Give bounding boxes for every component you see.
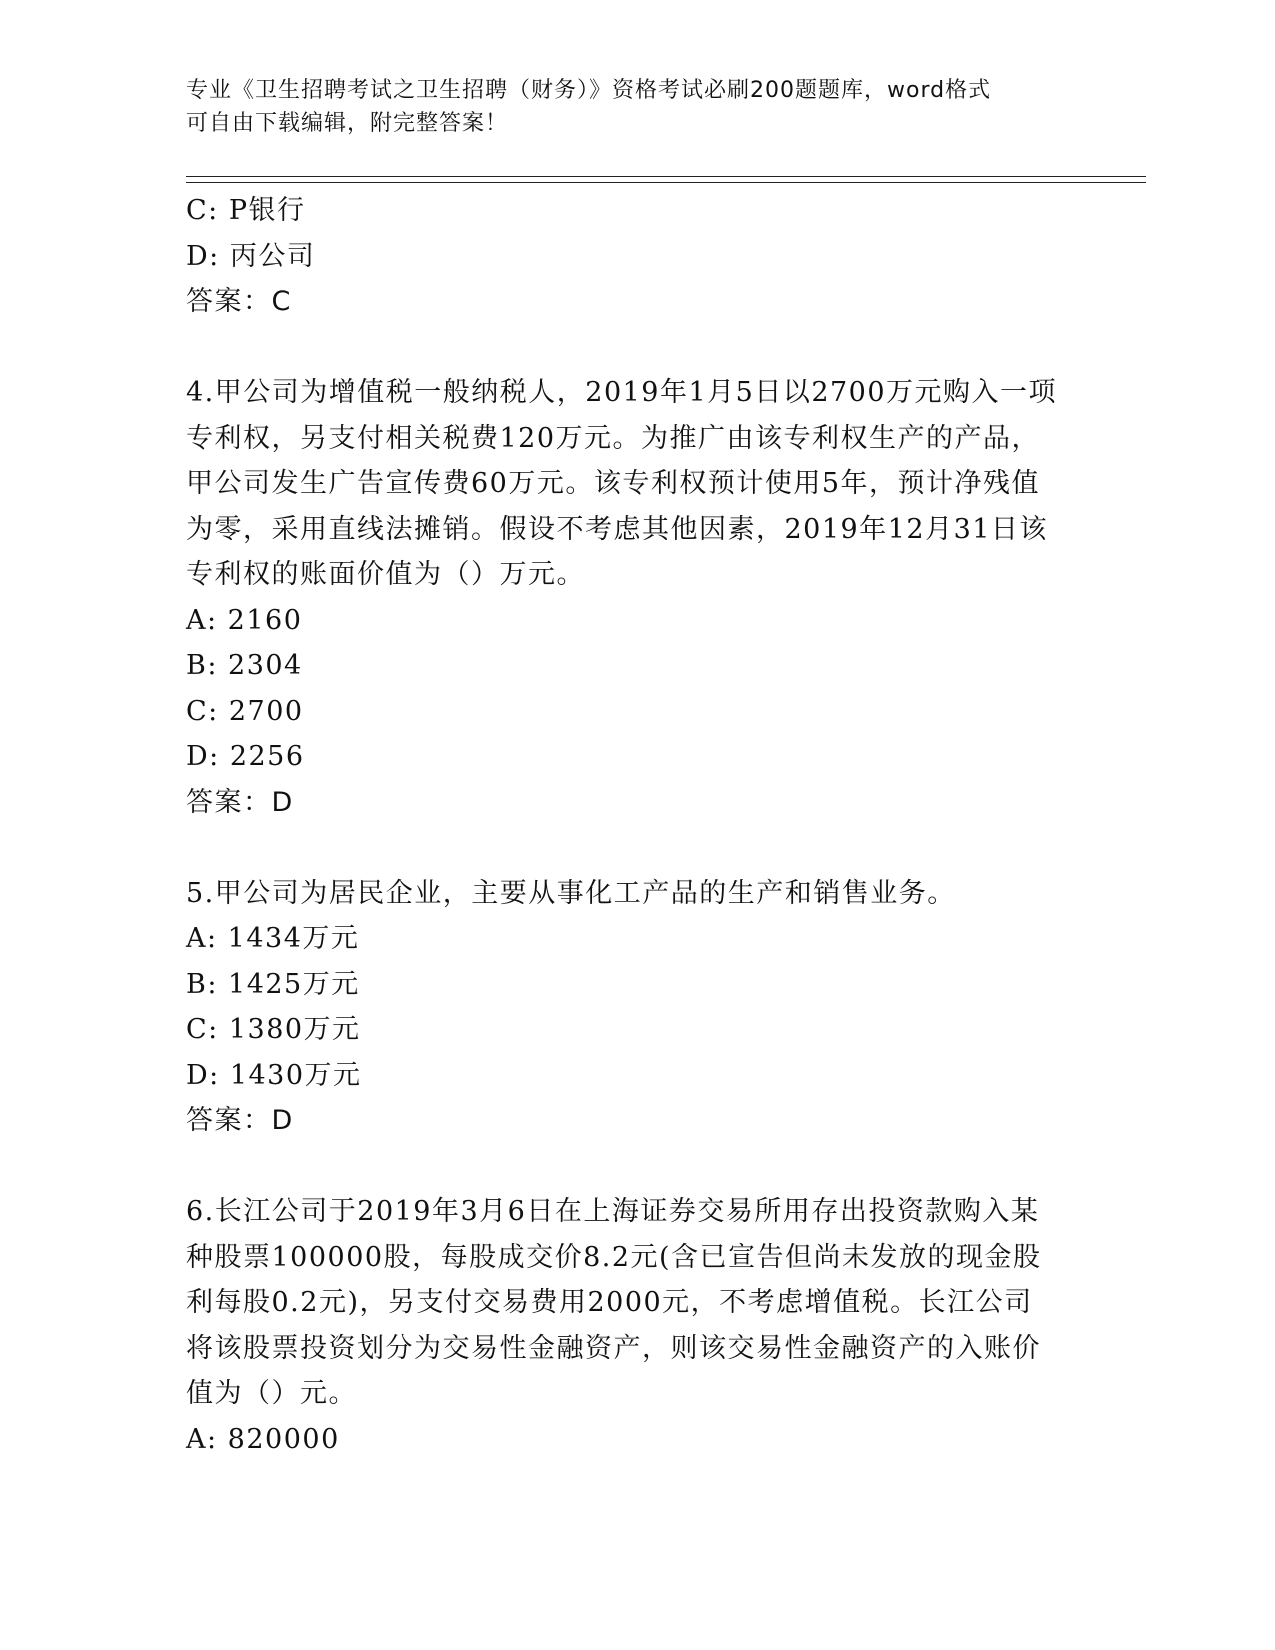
question-stem	[186, 1189, 1086, 1417]
stem-line: 6.长江公司于2019年3月6日在上海证券交易所用存出投资款购入某	[186, 1196, 1040, 1227]
question-stem	[186, 871, 1086, 917]
header-line-2: 可自由下载编辑，附完整答案！	[186, 111, 509, 136]
stem-line: 5.甲公司为居民企业，主要从事化工产品的生产和销售业务。	[186, 877, 956, 909]
header-rule-bottom	[186, 182, 1146, 183]
spacer	[186, 1144, 1086, 1190]
question-3-tail	[186, 188, 1086, 325]
stem-line: 甲公司发生广告宣传费60万元。该专利权预计使用5年，预计净残值	[186, 468, 1041, 499]
option-c: C: P银行	[186, 195, 306, 226]
stem-line: 专利权的账面价值为（）万元。	[186, 559, 585, 590]
header-rule-top	[186, 176, 1146, 177]
option-b: B: 2304	[186, 650, 303, 681]
question-6	[186, 1189, 1086, 1462]
stem-line: 将该股票投资划分为交易性金融资产，则该交易性金融资产的入账价	[186, 1332, 1041, 1364]
option-d: D: 丙公司	[186, 240, 316, 272]
stem-line: 4.甲公司为增值税一般纳税人，2019年1月5日以2700万元购入一项	[186, 377, 1058, 408]
spacer	[186, 325, 1086, 371]
spacer	[186, 825, 1086, 871]
answer-line: 答案：D	[186, 1105, 294, 1136]
answer-line: 答案：D	[186, 786, 294, 818]
option-c: C: 1380万元	[186, 1014, 361, 1045]
header-line-1: 专业《卫生招聘考试之卫生招聘（财务）》资格考试必刷200题题库，word格式	[186, 78, 992, 103]
option-a: A: 1434万元	[186, 923, 360, 954]
option-a: A: 820000	[186, 1423, 340, 1455]
stem-line: 专利权，另支付相关税费120万元。为推广由该专利权生产的产品，	[186, 422, 1041, 454]
question-stem	[186, 370, 1086, 598]
stem-line: 种股票100000股，每股成交价8.2元(含已宣告但尚未发放的现金股	[186, 1241, 1042, 1273]
option-d: D: 1430万元	[186, 1059, 362, 1091]
question-list	[186, 188, 1086, 1462]
question-5	[186, 871, 1086, 1144]
option-d: D: 2256	[186, 741, 305, 772]
stem-line: 值为（）元。	[186, 1378, 357, 1409]
option-a: A: 2160	[186, 604, 303, 636]
stem-line: 为零，采用直线法摊销。假设不考虑其他因素，2019年12月31日该	[186, 513, 1048, 545]
answer-line: 答案：C	[186, 286, 292, 317]
stem-line: 利每股0.2元)，另支付交易费用2000元，不考虑增值税。长江公司	[186, 1287, 1033, 1318]
option-c: C: 2700	[186, 695, 304, 727]
question-4	[186, 370, 1086, 825]
option-b: B: 1425万元	[186, 968, 360, 1000]
document-header	[186, 74, 1086, 140]
